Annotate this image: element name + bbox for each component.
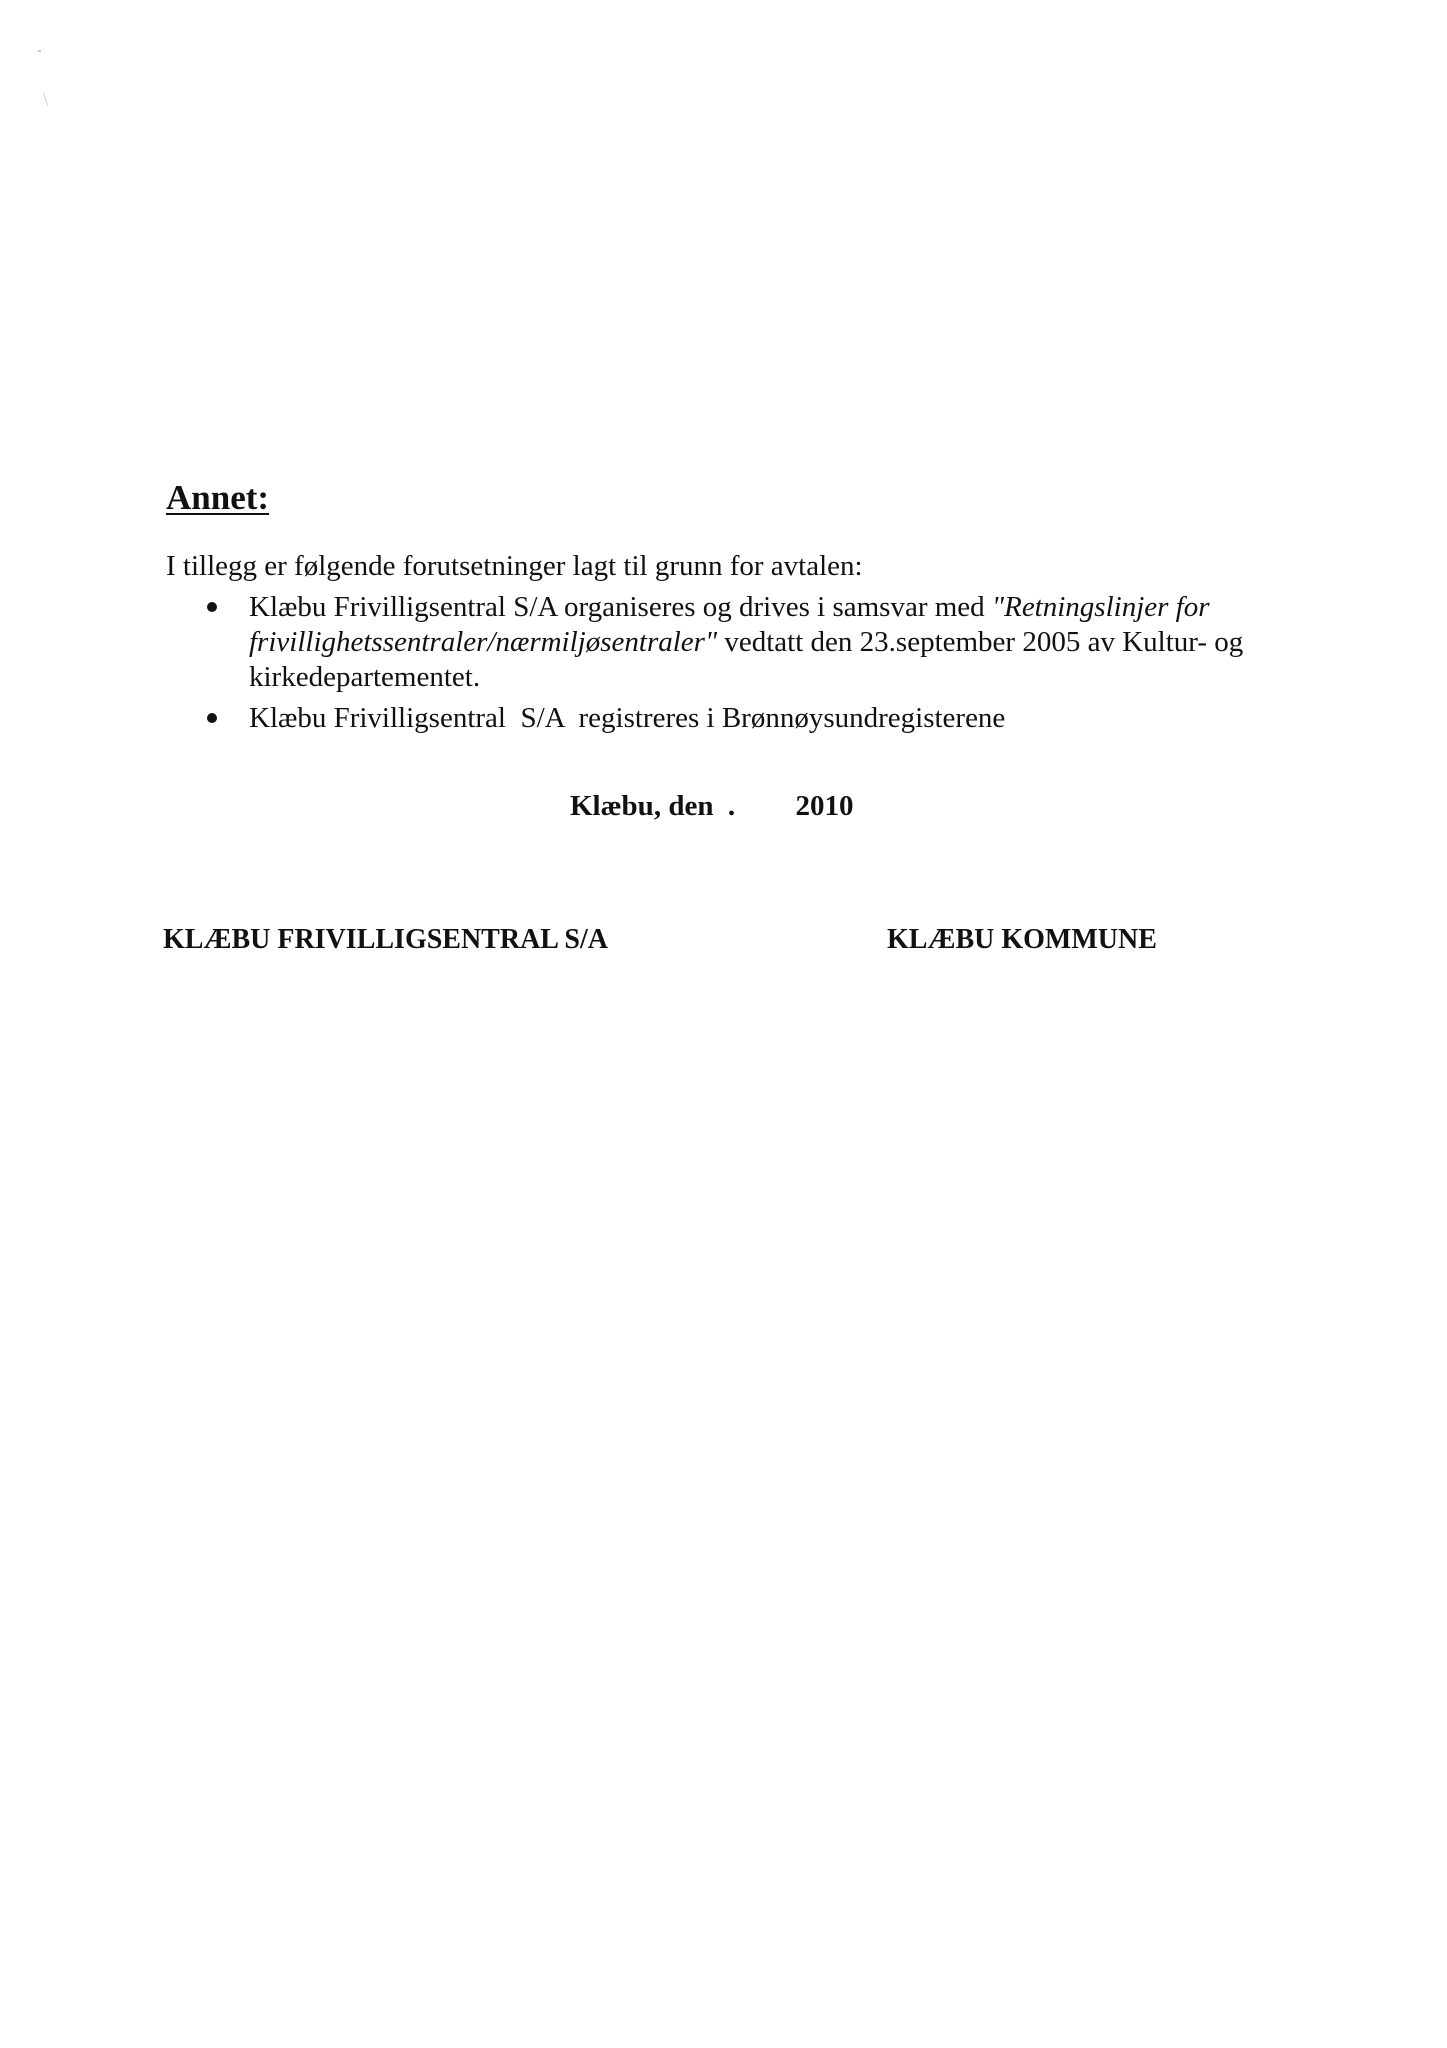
intro-text: I tillegg er følgende forutsetninger lagt til grunn for avtalen: [166,550,863,582]
bullet-icon [207,602,217,612]
list-item [166,590,1316,695]
date-year: 2010 [795,790,854,822]
party-frivilligsentral: KLÆBU FRIVILLIGSENTRAL S/A [163,924,609,955]
list-item-text-plain: Klæbu Frivilligsentral S/A organiseres og drives i samsvar med [249,591,992,623]
list-item-text-plain: vedtatt den 23.september 2005 av Kultur- og kirkedepartementet. [249,626,1244,693]
guideline-title: "Retningslinjer for frivillighetssentraler/nærmiljøsentraler" [249,591,1210,658]
scan-speck [38,50,41,52]
conditions-list [166,590,1316,736]
list-item [166,701,1316,736]
place-label: Klæbu, den [570,790,714,822]
list-item-text-plain: Klæbu Frivilligsentral S/A registreres i Brønnøysundregisterene [249,702,1006,734]
section-heading: Annet: [166,478,270,517]
date-separator: . [727,790,736,822]
list-item-text [249,702,1005,734]
place-date-line [570,790,853,823]
scan-mark [43,92,48,106]
bullet-icon [207,713,217,723]
list-item-text [249,591,1243,693]
party-kommune: KLÆBU KOMMUNE [887,924,1157,955]
